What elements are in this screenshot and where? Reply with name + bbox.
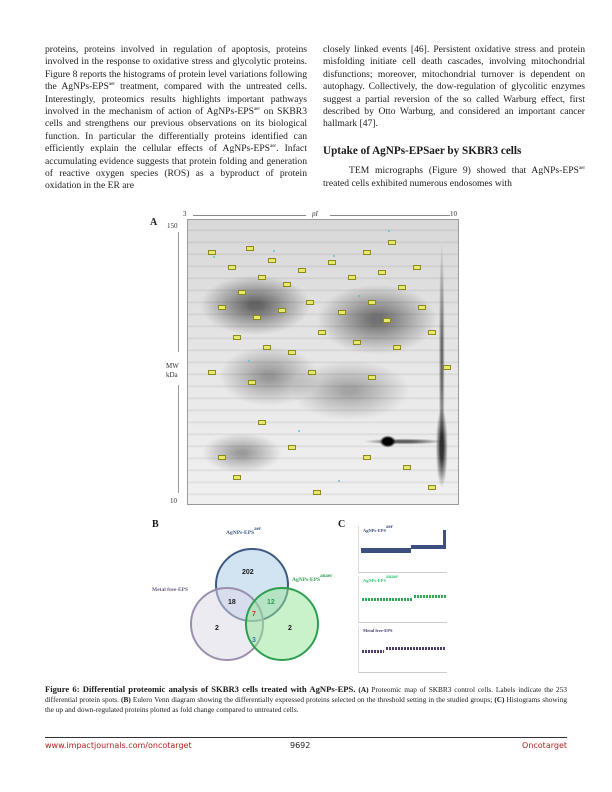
protein-spot-label: [348, 275, 356, 280]
protein-spot-label: [428, 330, 436, 335]
protein-spot-label: [403, 465, 411, 470]
protein-spot-label: [308, 370, 316, 375]
2d-gel-proteomic-map: [187, 219, 459, 505]
histogram-bar-peak: [443, 530, 446, 549]
figure-caption: Figure 6: Differential proteomic analysis of SKBR3 cells treated with AgNPs-EPS. (A) Proteomic map of SKBR3 control cells. Labels indicate the 253 differential protein spots. (B) Eulero Venn diagram showing the differentially expressed proteins selected on the threshold setting in the studied groups; (C) Histograms showing the up and down-regulated proteins plotted as fold change compared to untreated cells.: [45, 684, 568, 714]
right-column: [323, 44, 585, 190]
venn-count-aer-anaer: 12: [267, 599, 275, 606]
protein-spot-label: [278, 308, 286, 313]
venn-count-metal-only: 2: [215, 625, 219, 632]
protein-spot-label: [338, 310, 346, 315]
footer-journal-url[interactable]: www.impactjournals.com/oncotarget: [45, 741, 192, 750]
footer-journal-name: Oncotarget: [522, 741, 567, 750]
protein-spot-label: [368, 375, 376, 380]
protein-spot-label: [363, 250, 371, 255]
venn-count-anaer-only: 2: [288, 625, 292, 632]
ph-axis-line-right: [330, 215, 450, 216]
protein-spot-label: [443, 365, 451, 370]
protein-spot-label: [313, 490, 321, 495]
histogram-bars-down: [362, 650, 384, 653]
protein-spot-marker: [213, 256, 215, 258]
footer-divider: [45, 737, 567, 738]
venn-count-all-three: 7: [252, 611, 256, 618]
protein-spot-label: [246, 246, 254, 251]
protein-spot-label: [258, 275, 266, 280]
protein-spot-label: [268, 258, 276, 263]
protein-spot-label: [288, 445, 296, 450]
protein-spot-label: [283, 282, 291, 287]
protein-spot-marker: [358, 295, 360, 297]
section-heading: Uptake of AgNPs-EPSaer by SKBR3 cells: [323, 144, 522, 157]
venn-diagram: [140, 515, 340, 680]
protein-spot-label: [238, 290, 246, 295]
protein-spot-label: [398, 285, 406, 290]
protein-spot-marker: [388, 230, 390, 232]
histogram-bars-down: [361, 548, 411, 553]
protein-spot-label: [428, 485, 436, 490]
protein-spot-label: [208, 370, 216, 375]
protein-spot-marker: [338, 480, 340, 482]
venn-label-aer: AgNPs-$EPS^{aer}$: [226, 527, 262, 536]
protein-spot-label: [378, 270, 386, 275]
mw-axis-line-top: [178, 232, 179, 352]
protein-spot-label: [208, 250, 216, 255]
venn-count-aer-metal: 18: [228, 599, 236, 606]
protein-spot-marker: [333, 255, 335, 257]
ph-axis-line-left: [193, 215, 306, 216]
body-paragraph: closely linked events [46]. Persistent oxidative stress and protein misfolding initiate cell death cascades, involving mitochondrial disfunctions; moreover, mitochondrial turnover is dependent on autophagy. Collectively, the dow-regulation of glycolitic enzymes suggest a partial reversion of the so called Warburg effect, first described by Otto Warburg, and considered an important cancer hallmark [47].: [323, 44, 585, 130]
protein-spot-label: [263, 345, 271, 350]
protein-spot-label: [328, 260, 336, 265]
histogram-bars-up: [414, 595, 446, 598]
protein-spot-label: [306, 300, 314, 305]
protein-spot-label: [353, 340, 361, 345]
protein-spot-label: [418, 305, 426, 310]
body-paragraph: TEM micrographs (Figure 9) showed that AgNPs-$EPS^{aer}$ treated cells exhibited numerous endosomes with: [323, 165, 585, 189]
protein-spot-marker: [298, 430, 300, 432]
histogram-aer: AgNPs-$EPS^{aer}$: [358, 526, 447, 573]
histogram-bars-down: [362, 598, 412, 601]
protein-spot-marker: [273, 250, 275, 252]
venn-count-metal-anaer: 3: [252, 637, 256, 644]
mw-axis-line-bottom: [178, 385, 179, 493]
protein-spot-label: [218, 305, 226, 310]
body-paragraph: proteins, proteins involved in regulation of apoptosis, proteins involved in the response to oxidative stress and glycolytic proteins. Figure 8 reports the histograms of protein level variations following the AgNPs-$EPS^{aer}$ treatment, compared with the untreated cells. Interestingly, proteomics results highlights important pathways involved in the mechanism of action of AgNPs-$EPS^{aer}$ on SKBR3 cells and strengthens our previous observations on its biological function. In particular the differentially proteins identified can efficiently explain the cellular effects of AgNPs-$EPS^{aer}$. Infact accumulating evidence suggests that protein folding and generation of reactive oxygen species (ROS) as a byproduct of protein oxidation in the ER are: [45, 44, 307, 192]
ph-start-label: 3: [183, 210, 187, 218]
panel-b-label: B: [152, 519, 159, 530]
kda-label: kDa: [166, 371, 178, 379]
histogram-metal-free: Metal free-EPS: [358, 626, 447, 673]
protein-spot-label: [233, 475, 241, 480]
histogram-bars-up: [386, 647, 446, 650]
ph-end-label: 10: [450, 210, 457, 218]
ph-axis-label: pI: [312, 210, 318, 218]
protein-spot-marker: [248, 360, 250, 362]
mw-label: MW: [166, 362, 179, 370]
protein-spot-label: [288, 350, 296, 355]
mw-bottom-label: 10: [170, 497, 177, 505]
protein-spot-label: [248, 380, 256, 385]
caption-title: Figure 6: Differential proteomic analysis of SKBR3 cells treated with AgNPs-EPS.: [45, 684, 356, 694]
footer-page-number: 9692: [290, 741, 311, 750]
histogram-bars-up: [411, 545, 445, 549]
protein-spot-label: [228, 265, 236, 270]
venn-label-metal-free: Metal free-EPS: [152, 587, 189, 593]
histogram-anaer: AgNPs-$EPS^{anaer}$: [358, 576, 447, 623]
protein-spot-label: [253, 315, 261, 320]
protein-spot-label: [413, 265, 421, 270]
mw-top-label: 150: [167, 222, 178, 230]
panel-c-label: C: [338, 519, 346, 530]
protein-spot-label: [318, 330, 326, 335]
protein-spot-label: [368, 300, 376, 305]
protein-spot-label: [393, 345, 401, 350]
protein-spot-label: [258, 420, 266, 425]
protein-spot-label: [298, 268, 306, 273]
protein-spot-label: [233, 335, 241, 340]
protein-spot-label: [363, 455, 371, 460]
figure-6: [140, 210, 470, 680]
panel-a-label: A: [150, 217, 158, 228]
venn-count-aer-only: 202: [242, 569, 254, 576]
venn-label-anaer: AgNPs-$EPS^{anaer}$: [292, 574, 333, 583]
protein-spot-label: [218, 455, 226, 460]
protein-spot-label: [383, 318, 391, 323]
left-column: [45, 44, 307, 193]
venn-circle-anaer: [245, 587, 319, 661]
fold-change-histograms: [350, 526, 470, 676]
protein-spot-label: [388, 240, 396, 245]
